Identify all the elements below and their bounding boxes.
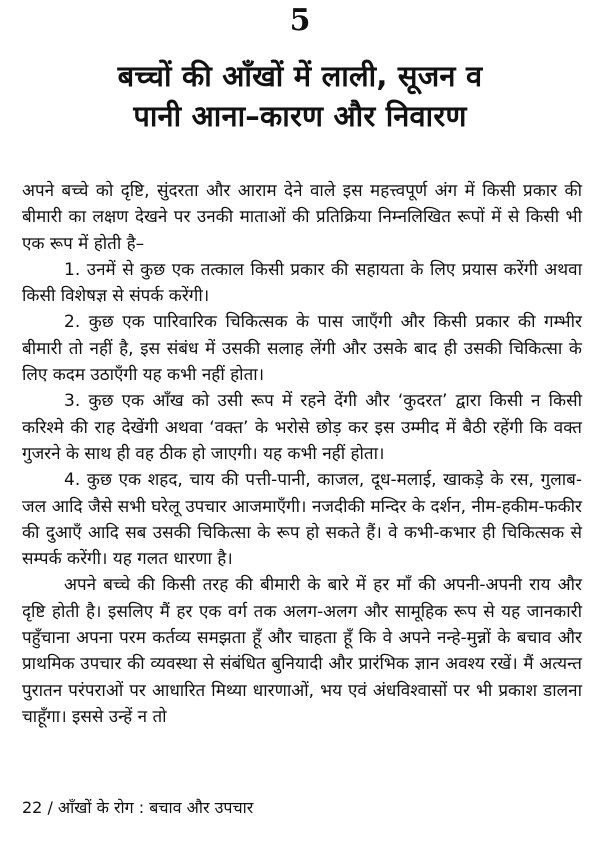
body-text — [22, 178, 582, 730]
paragraph-closing: अपने बच्चे की किसी तरह की बीमारी के बारे में हर माँ की अपनी-अपनी राय और दृष्टि होती है। इसलिए मैं हर एक वर्ग तक अलग-अलग और सामूहिक रूप से यह जानकारी पहुँचाना अपना परम कर्तव्य समझता हूँ और चाहता हूँ कि वे अपने नन्हे-मुन्नों के बचाव और प्राथमिक उपचार की व्यवस्था से संबंधित बुनियादी और प्रारंभिक ज्ञान अवश्य रखें। मैं अत्यन्त पुरातन परंपराओं पर आधारित मिथ्या धारणाओं, भय एवं अंधविश्वासों पर भी प्रकाश डालना चाहूँगा। इससे उन्हें न तो — [22, 575, 582, 727]
chapter-title-line: पानी आना–कारण और निवारण — [133, 99, 467, 133]
chapter-number: 5 — [289, 3, 311, 38]
chapter-title-line: बच्चों की आँखों में लाली, सूजन व — [117, 59, 483, 93]
chapter-title — [0, 56, 600, 136]
paragraph-point-1: 1. उनमें से कुछ एक तत्काल किसी प्रकार की सहायता के लिए प्रयास करेंगी अथवा किसी विशेषज्ञ से संपर्क करेंगी। — [22, 259, 582, 307]
paragraph-point-4: 4. कुछ एक शहद, चाय की पत्ती-पानी, काजल, दूध-मलाई, खाकड़े के रस, गुलाब-जल आदि जैसे सभी घरेलू उपचार आजमाएँगी। नजदीकी मन्दिर के दर्शन, नीम-हकीम-फकीर की दुआएँ आदि सब उसकी चिकित्सा के रूप हो सकते हैं। वे कभी-कभार ही चिकित्सक से सम्पर्क करेंगी। यह गलत धारणा है। — [22, 470, 582, 570]
paragraph-point-3: 3. कुछ एक आँख को उसी रूप में रहने देंगी और ‘कुदरत’ द्वारा किसी न किसी करिश्मे की राह देखेंगी अथवा ‘वक्त’ के भरोसे छोड़ कर इस उम्मीद में बैठी रहेंगी कि वक्त गुजरने के साथ ही वह ठीक हो जाएगी। यह कभी नहीं होता। — [22, 391, 582, 464]
paragraph-intro: अपने बच्चे को दृष्टि, सुंदरता और आराम देने वाले इस महत्त्वपूर्ण अंग में किसी प्रकार की बीमारी का लक्षण देखने पर उनकी माताओं की प्रतिक्रिया निम्नलिखित रूपों में से किसी भी एक रूप में होती है– — [22, 181, 582, 254]
page-footer: 22 / आँखों के रोग : बचाव और उपचार — [22, 798, 254, 817]
paragraph-point-2: 2. कुछ एक पारिवारिक चिकित्सक के पास जाएँगी और किसी प्रकार की गम्भीर बीमारी तो नहीं है, इस संबंध में उसकी सलाह लेंगी और उसके बाद ही उसकी चिकित्सा के लिए कदम उठाएँगी यह कभी नहीं होता। — [22, 312, 582, 386]
